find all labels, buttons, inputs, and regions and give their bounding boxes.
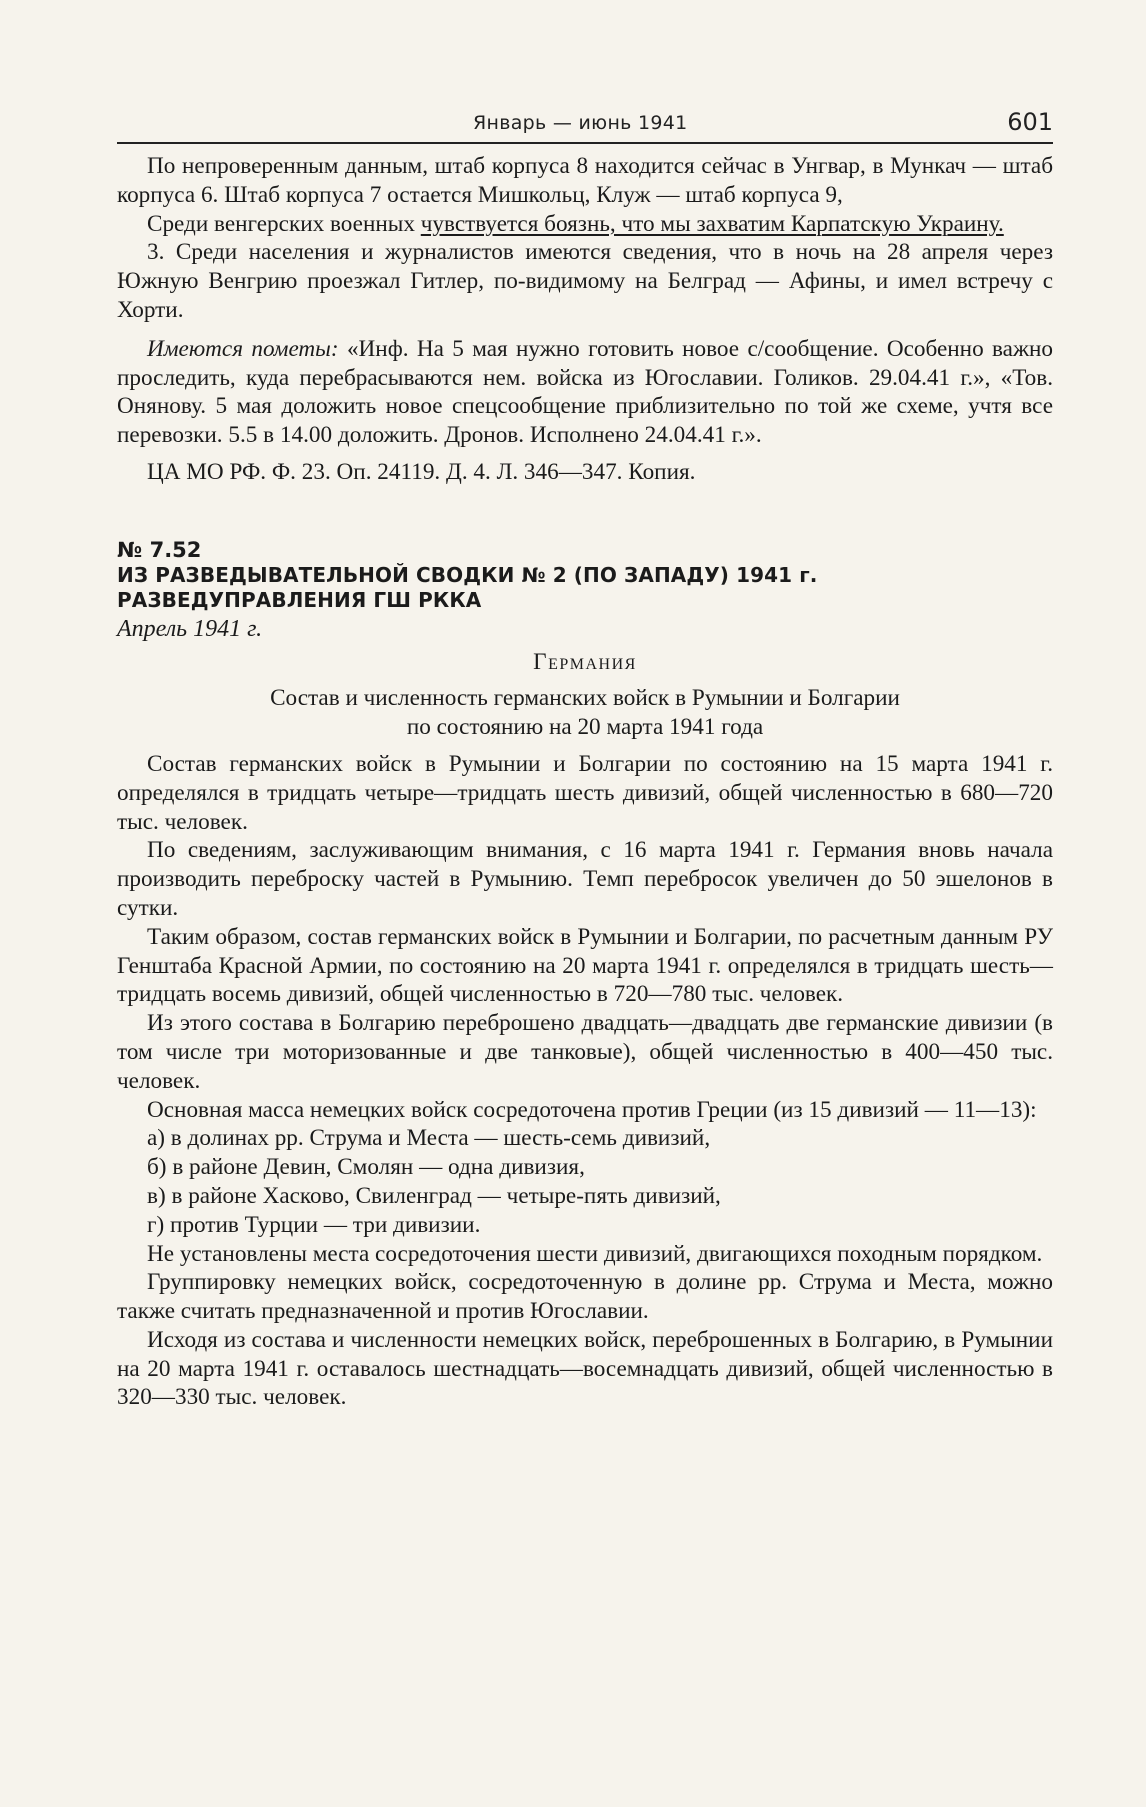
list-item: а) в долинах рр. Струма и Места — шесть-семь дивизий, [147, 1125, 711, 1152]
subtitle-line-1: Состав и численность германских войск в Румынии и Болгарии [270, 685, 900, 712]
list-item: в) в районе Хасково, Свиленград — четыре-пять дивизий, [147, 1182, 721, 1209]
list-item: б) в районе Девин, Смолян — одна дивизия, [147, 1154, 585, 1181]
document-heading-line-2: РАЗВЕДУПРАВЛЕНИЯ ГШ РККА [117, 587, 482, 612]
page-body [117, 152, 1053, 1412]
archive-source: ЦА МО РФ. Ф. 23. Оп. 24119. Д. 4. Л. 346—347. Копия. [147, 458, 696, 485]
document-paragraph-1: Состав германских войск в Румынии и Болгарии по состоянию на 15 марта 1941 г. определялся в тридцать четыре—тридцать шесть дивизий, общей численностью в 680—720 тыс. человек. [117, 750, 1053, 835]
section-title: Германия [533, 648, 637, 675]
annotation-paragraph [117, 335, 1053, 450]
running-title: Январь — июнь 1941 [473, 112, 688, 134]
section-subtitle [117, 684, 1053, 742]
intro-paragraph-3: 3. Среди населения и журналистов имеются сведения, что в ночь на 28 апреля через Южную Венгрию проезжал Гитлер, по-видимому на Белград — Афины, и имел встречу с Хорти. [117, 239, 1053, 323]
document-paragraph-2: По сведениям, заслуживающим внимания, с 16 марта 1941 г. Германия вновь начала производить переброску частей в Румынию. Темп перебросок увеличен до 50 эшелонов в сутки. [117, 837, 1053, 921]
closing-paragraph-3: Исходя из состава и численности немецких войск, переброшенных в Болгарию, в Румынии на 20 марта 1941 г. оставалось шестнадцать—восемнадцать дивизий, общей численностью в 320—330 тыс. человек. [117, 1326, 1053, 1411]
closing-paragraph-1: Не установлены места сосредоточения шести дивизий, двигающихся походным порядком. [147, 1240, 1043, 1267]
underlined-text: чувствуется боязнь, что мы захватим Карпатскую Украину. [420, 210, 1004, 237]
document-date: Апрель 1941 г. [117, 615, 263, 642]
document-heading-line-1: ИЗ РАЗВЕДЫВАТЕЛЬНОЙ СВОДКИ № 2 (ПО ЗАПАДУ) 1941 г. [117, 562, 818, 587]
intro-paragraph-1: По непроверенным данным, штаб корпуса 8 находится сейчас в Унгвар, в Мункач — штаб корпуса 6. Штаб корпуса 7 остается Мишкольц, Клуж — штаб корпуса 9, [117, 153, 1053, 208]
running-head [117, 108, 1053, 144]
intro-paragraph-2-prefix: Среди венгерских военных [147, 210, 421, 237]
document-paragraph-4: Из этого состава в Болгарию переброшено двадцать—двадцать две германские дивизии (в том числе три моторизованные и две танковые), общей численностью в 400—450 тыс. человек. [117, 1010, 1053, 1094]
subtitle-line-2: по состоянию на 20 марта 1941 года [406, 714, 764, 741]
annotation-text: «Инф. На 5 мая нужно готовить новое с/сообщение. Особенно важно проследить, куда перебрасываются нем. войска из Югославии. Голиков. 29.04.41 г.», «Тов. Онянову. 5 мая доложить новое спецсообщение приблизительно по той же схеме, учтя все перевозки. 5.5 в 14.00 доложить. Дронов. Исполнено 24.04.41 г.». [117, 335, 1053, 449]
document-heading [117, 563, 1053, 613]
list-item: г) против Турции — три дивизии. [147, 1211, 481, 1238]
document-paragraph-3: Таким образом, состав германских войск в Румынии и Болгарии, по расчетным данным РУ Генштаба Красной Армии, по состоянию на 20 марта 1941 г. определялся в тридцать шесть—тридцать восемь дивизий, общей численностью в 720—780 тыс. человек. [117, 923, 1053, 1008]
page-number: 601 [1007, 108, 1053, 136]
document-paragraph-5: Основная масса немецких войск сосредоточена против Греции (из 15 дивизий — 11—13): [147, 1096, 1037, 1123]
closing-paragraph-2: Группировку немецких войск, сосредоточенную в долине рр. Струма и Места, можно также считать предназначенной и против Югославии. [117, 1269, 1053, 1325]
intro-paragraph-2 [117, 210, 1053, 239]
annotation-label: Имеются пометы: [147, 335, 339, 362]
document-number: № 7.52 [117, 537, 202, 562]
